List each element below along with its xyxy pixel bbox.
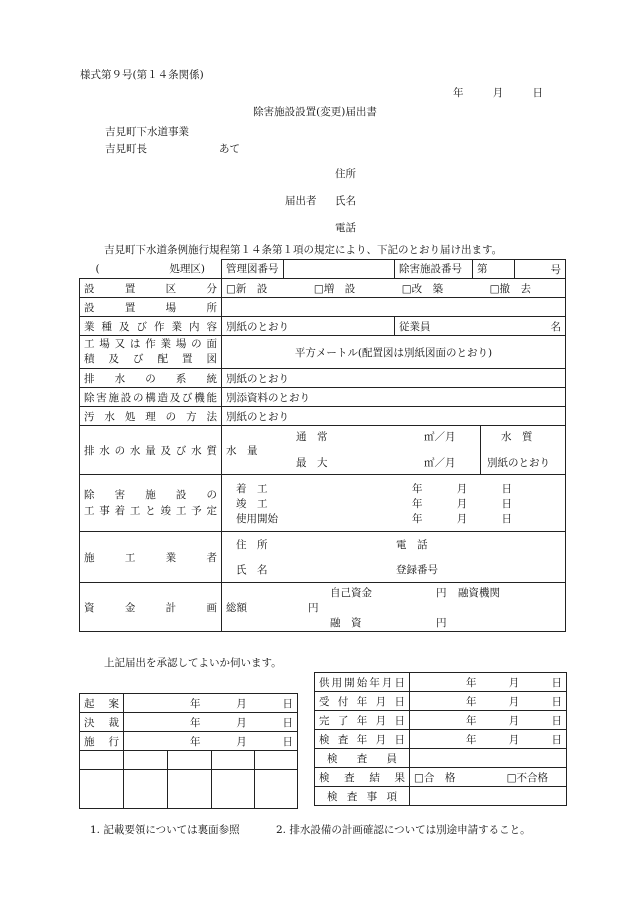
addressee-org: 吉見町下水道事業	[105, 126, 189, 138]
option-remove[interactable]: □撤 去	[489, 282, 531, 295]
contractor-reg-no: 登録番号	[396, 564, 438, 576]
month-label: 月	[236, 716, 247, 729]
go-cell[interactable]	[515, 260, 566, 279]
month-label: 月	[456, 483, 468, 495]
contractor-cell	[222, 532, 566, 583]
received-date[interactable]	[410, 692, 567, 711]
employees-unit: 名	[550, 320, 561, 333]
employees-label: 従業員	[399, 320, 431, 333]
month-label: 月	[236, 697, 247, 710]
completed-label: 完了年月日	[315, 711, 410, 730]
completed-date[interactable]	[410, 711, 567, 730]
stamp-row-1	[80, 751, 298, 770]
own-funds-label: 自己資金	[330, 587, 372, 599]
stamp-cell[interactable]	[212, 751, 255, 770]
inspection-row-inspector	[315, 749, 567, 768]
approval-row-draft	[80, 694, 298, 713]
contractor-name: 氏 名	[236, 564, 268, 576]
footer-note-1: 1. 記載要領については裏面参照	[90, 824, 240, 836]
day-label: 日	[282, 697, 293, 710]
water-label: 排水の水量及び水質	[80, 426, 222, 475]
year-label: 年	[190, 697, 201, 710]
day-label: 日	[551, 733, 562, 746]
volume-values	[268, 426, 480, 474]
funding-cell	[222, 583, 566, 632]
stamp-cell[interactable]	[168, 770, 212, 809]
day-label: 日	[501, 483, 512, 495]
schedule-label-line1: 除害施設の	[84, 489, 217, 501]
day-label: 日	[551, 695, 562, 708]
document-title: 除害施設設置(変更)届出書	[253, 106, 377, 118]
notifier-label: 届出者	[285, 195, 317, 207]
loan-yen: 円	[436, 617, 447, 629]
day-label: 日	[551, 676, 562, 689]
schedule-cell	[222, 475, 566, 532]
row-funding	[80, 583, 566, 632]
process-open: (	[95, 262, 100, 275]
area-label-line1: 工場又は作業場の面	[84, 338, 217, 350]
footer-note-2: 2. 排水設備の計画確認については別途申請すること。	[276, 824, 531, 836]
inspected-label: 検査年月日	[315, 730, 410, 749]
schedule-use: 使用開始	[236, 513, 278, 525]
month-label: 月	[492, 87, 504, 99]
area-label-cell	[80, 336, 222, 369]
normal-label: 通 常	[296, 431, 328, 443]
mgmt-no-cell[interactable]	[222, 260, 395, 279]
day-label: 日	[501, 498, 512, 510]
draft-date[interactable]	[124, 694, 298, 713]
quality-cell	[480, 426, 565, 474]
process-label: 処理区)	[169, 263, 205, 276]
schedule-label-line2: 工事着工と竣工予定	[84, 505, 217, 517]
row-treatment	[80, 407, 566, 426]
facility-no-cell[interactable]	[395, 260, 515, 279]
row-header-numbers	[80, 260, 566, 279]
enforce-date[interactable]	[124, 732, 298, 751]
addressee-head: 吉見町長	[105, 143, 147, 155]
stamp-cell[interactable]	[168, 751, 212, 770]
max-label: 最 大	[296, 457, 328, 469]
stamp-cell[interactable]	[255, 770, 298, 809]
process-zone-cell[interactable]	[80, 260, 222, 279]
year-label: 年	[190, 716, 201, 729]
own-funds-yen: 円	[436, 587, 447, 599]
row-area	[80, 336, 566, 369]
main-form-table	[79, 259, 566, 632]
row-category	[80, 279, 566, 298]
inspection-row-received	[315, 692, 567, 711]
volume-label: 水 量	[226, 444, 258, 457]
total-yen: 円	[308, 602, 319, 614]
row-drainage	[80, 369, 566, 388]
received-label: 受付年月日	[315, 692, 410, 711]
stamp-row-2	[80, 770, 298, 809]
month-label: 月	[456, 498, 468, 510]
row-location	[80, 298, 566, 317]
option-new[interactable]: □新 設	[226, 282, 268, 295]
year-label: 年	[466, 695, 477, 708]
drainage-value: 別紙のとおり	[222, 369, 566, 388]
result-options	[410, 768, 567, 787]
inspection-row-inspected	[315, 730, 567, 749]
draft-label: 起 案	[80, 694, 124, 713]
stamp-cell[interactable]	[80, 751, 124, 770]
row-business	[80, 317, 566, 336]
enforce-label: 施 行	[80, 732, 124, 751]
day-label: 日	[282, 735, 293, 748]
remarks-label: 検査事項	[315, 787, 410, 806]
stamp-cell[interactable]	[80, 770, 124, 809]
structure-label: 除害施設の構造及び機能	[80, 388, 222, 407]
inspector-field[interactable]	[410, 749, 567, 768]
year-label: 年	[412, 483, 423, 495]
service-start-date[interactable]	[410, 673, 567, 692]
date-line	[453, 85, 543, 100]
dai-label: 第	[477, 263, 488, 275]
decision-date[interactable]	[124, 713, 298, 732]
category-options	[222, 279, 566, 298]
year-label: 年	[466, 714, 477, 727]
result-pass[interactable]: □合 格	[414, 771, 456, 784]
row-structure	[80, 388, 566, 407]
year-label: 年	[466, 733, 477, 746]
quality-value: 別紙のとおり	[487, 457, 550, 469]
schedule-date-3[interactable]	[412, 511, 512, 526]
day-label: 日	[551, 714, 562, 727]
mgmt-no-label: 管理図番号	[222, 260, 284, 278]
stamp-cell[interactable]	[124, 770, 168, 809]
inspected-date[interactable]	[410, 730, 567, 749]
drainage-label: 排水の系統	[80, 369, 222, 388]
funding-label: 資金計画	[80, 583, 222, 632]
result-fail[interactable]: □不合格	[506, 771, 548, 784]
contractor-phone: 電 話	[396, 539, 428, 551]
institution-label: 融資機関	[458, 587, 500, 599]
facility-no-label: 除害施設番号	[395, 260, 473, 278]
contractor-label: 施工業者	[80, 532, 222, 583]
form-number: 様式第９号(第１４条関係)	[80, 69, 204, 81]
quality-label: 水 質	[501, 431, 533, 443]
water-cell	[222, 426, 566, 475]
result-label: 検査結果	[315, 768, 410, 787]
year-label: 年	[466, 676, 477, 689]
day-label: 日	[501, 513, 512, 525]
year-label: 年	[453, 87, 464, 99]
addressee-suffix: あて	[219, 143, 240, 155]
treatment-label: 汚水処理の方法	[80, 407, 222, 426]
row-water	[80, 426, 566, 475]
phone-label: 電話	[335, 222, 356, 234]
contractor-address: 住 所	[236, 539, 268, 551]
max-unit: ㎥／月	[424, 457, 456, 469]
schedule-date-1[interactable]	[412, 481, 512, 496]
row-contractor	[80, 532, 566, 583]
location-field[interactable]	[222, 298, 566, 317]
structure-value: 別添資料のとおり	[222, 388, 566, 407]
location-label: 設置場所	[80, 298, 222, 317]
month-label: 月	[508, 733, 520, 746]
total-label: 総額	[226, 602, 247, 614]
normal-unit: ㎥／月	[424, 431, 456, 443]
address-label: 住所	[335, 168, 356, 180]
area-value: 平方メートル(配置図は別紙図面のとおり)	[222, 336, 566, 369]
option-expand[interactable]: □増 設	[313, 282, 356, 295]
treatment-value: 別紙のとおり	[222, 407, 566, 426]
day-label: 日	[282, 716, 293, 729]
year-label: 年	[412, 513, 423, 525]
remarks-field[interactable]	[410, 787, 567, 806]
option-rebuild[interactable]: □改 築	[401, 282, 444, 295]
row-schedule	[80, 475, 566, 532]
go-label: 号	[550, 263, 561, 276]
inspection-row-completed	[315, 711, 567, 730]
year-label: 年	[190, 735, 201, 748]
month-label: 月	[508, 695, 520, 708]
decision-label: 決 裁	[80, 713, 124, 732]
schedule-label-cell	[80, 475, 222, 532]
month-label: 月	[508, 714, 520, 727]
inspection-row-result	[315, 768, 567, 787]
schedule-complete: 竣 工	[236, 498, 268, 510]
name-label: 氏名	[335, 195, 356, 207]
business-label: 業種及び作業内容	[80, 317, 222, 336]
approval-row-enforce	[80, 732, 298, 751]
intro-text: 吉見町下水道条例施行規程第１４条第１項の規定により、下記のとおり届け出ます。	[104, 244, 503, 256]
inspector-label: 検査員	[315, 749, 410, 768]
category-label: 設置区分	[80, 279, 222, 298]
year-label: 年	[412, 498, 423, 510]
stamp-cell[interactable]	[124, 751, 168, 770]
area-label-line2: 積及び配置図	[84, 353, 217, 365]
business-value: 別紙のとおり	[222, 317, 395, 336]
approval-row-decision	[80, 713, 298, 732]
service-start-label: 供用開始年月日	[315, 673, 410, 692]
inspection-row-remarks	[315, 787, 567, 806]
approval-note: 上記届出を承認してよいか伺います。	[104, 657, 282, 669]
schedule-start: 着 工	[236, 483, 268, 495]
month-label: 月	[508, 676, 520, 689]
approval-table	[79, 693, 298, 809]
loan-label: 融 資	[330, 617, 362, 629]
month-label: 月	[456, 513, 468, 525]
schedule-date-2[interactable]	[412, 496, 512, 511]
inspection-table	[314, 672, 567, 806]
stamp-cell[interactable]	[212, 770, 255, 809]
employees-cell[interactable]	[395, 317, 566, 336]
month-label: 月	[236, 735, 247, 748]
day-label: 日	[532, 87, 543, 99]
inspection-row-service-start	[315, 673, 567, 692]
stamp-cell[interactable]	[255, 751, 298, 770]
